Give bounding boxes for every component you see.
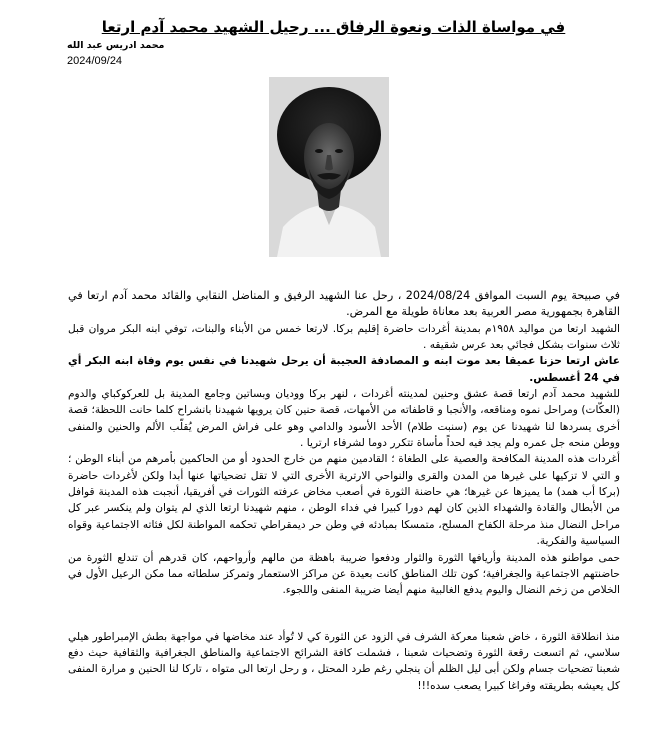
paragraph: عاش ارتعا حزنا عميقا بعد موت ابنه و المصادفة العجيبة أن يرحل شهيدنا في نفس يوم وفاة ابنه البكر أي في 24 أغسطس. — [68, 355, 620, 384]
paragraph: أغردات هذه المدينة المكافحة والعصية على الطغاة ؛ القادمين منهم من خارج الحدود أو من الحاكمين بأمرهم من أبناء الوطن ؛ و التي لا تزكيها على غيرها من المدن والقرى والنواحي الارترية الأخرى التي لا تقل تضحياتها عنها أبدا ولكن لأغردات حاضرة (بركا أب همد) ما يميزها عن غيرها؛ هي حاضنة الثورة في أصعب مخاض عرفته الثورات في أفريقيا، أنجبت هذه المدينة قوافل من الأبطال والقادة والشهداء الذين كان لهم دورا كبيرا في فداء الوطن ، منهم شهيدنا ارتعا الذي لم يتوان ولم ينكسر عبر كل مراحل النضال منذ مرحلة الكفاح المسلح، متمسكا بمبادئه في وطن حر ديمقراطي تحكمه المواطنة لكل فئاته الاجتماعية وقواه السياسية والفكرية. — [68, 453, 620, 548]
publish-date: 2024/09/24 — [67, 55, 123, 67]
paragraph: في صبيحة يوم السبت الموافق 2024/08/24 ، رحل عنا الشهيد الرفيق و المناضل النقابي والقائد محمد آدم ارتعا في القاهرة بجمهورية مصر العربية بعد معاناة طويلة مع المرض. — [68, 289, 620, 319]
paragraph: للشهيد محمد آدم ارتعا قصة عشق وحنين لمدينته أغردات ، لنهر بركا ووديان وبساتين وجامع المدينة بل للعركوكباي والدوم (العكّات) ومراحل نموه ومناقعه، والأنجبا و قاطفاته من الأمهات، قصة حنين كان يرويها شهيدنا بانشراح كلما حانت اللحظة؛ قصة أخرى يسردها لنا شهيدنا عن يوم (سنبت طلام) الأحد الأسود والدامي وهو على فراش المرض يُقلّب الألم والحنين والمنفى ووطن منحه جل عمره ولم يجد فيه لحداً مأساة تتكرر دوما لشرفاء ارتريا . — [68, 388, 620, 450]
paragraph: الشهيد ارتعا من مواليد ١٩٥٨م بمدينة أغردات حاضرة إقليم بركا. لارتعا خمس من الأبناء والبنات، توفي ابنه البكر مروان قبل ثلاث سنوات بشكل فجائي بعد عرس شقيقه . — [68, 322, 620, 352]
paragraph: منذ انطلاقة الثورة ، خاض شعبنا معركة الشرف في الزود عن الثورة كي لا تُوأد عند مخاضها في مواجهة بطش الإمبراطور هيلي سلاسي، ثم اتسعت رقعة الثورة وتضحيات شعبنا ، فشملت كافة الشرائح الاجتماعية والمناطق الجغرافية والثقافية حيث دفع شعبنا تضحيات جسام ولكن أبى ليل الظلم أن ينجلي رغم طرد المحتل ، و رحل ارتعا الى متواه ، تاركا لنا الحنين و مرارة المنفى كل يعيشه بطريقته وفراغا كبيرا يصعب سده!!! — [68, 630, 620, 692]
paragraph: حمى مواطنو هذه المدينة وأريافها الثورة والثوار ودفعوا ضريبة باهظة من مالهم وأرواحهم، كان قدرهم أن تندلع الثورة من حاضنتهم الاجتماعية والجغرافية؛ كون تلك المناطق كانت بعيدة عن مراكز الاستعمار وتمركز سلطاته مما مكن الرعيل الأول في الخلاص من زخم النضال واليوم يدفع الغالبية منهم أيضا ضريبة المنفى واللجوء. — [68, 551, 620, 597]
paragraph-gap — [68, 599, 620, 629]
portrait-photo-graphic — [269, 77, 389, 257]
article-body — [68, 288, 620, 694]
article-title: في مواساة الذات ونعوة الرفاق ... رحيل الشهيد محمد آدم ارتعا — [101, 18, 566, 36]
author-name: محمد ادريس عبد الله — [67, 40, 165, 51]
portrait-photo — [269, 77, 389, 257]
